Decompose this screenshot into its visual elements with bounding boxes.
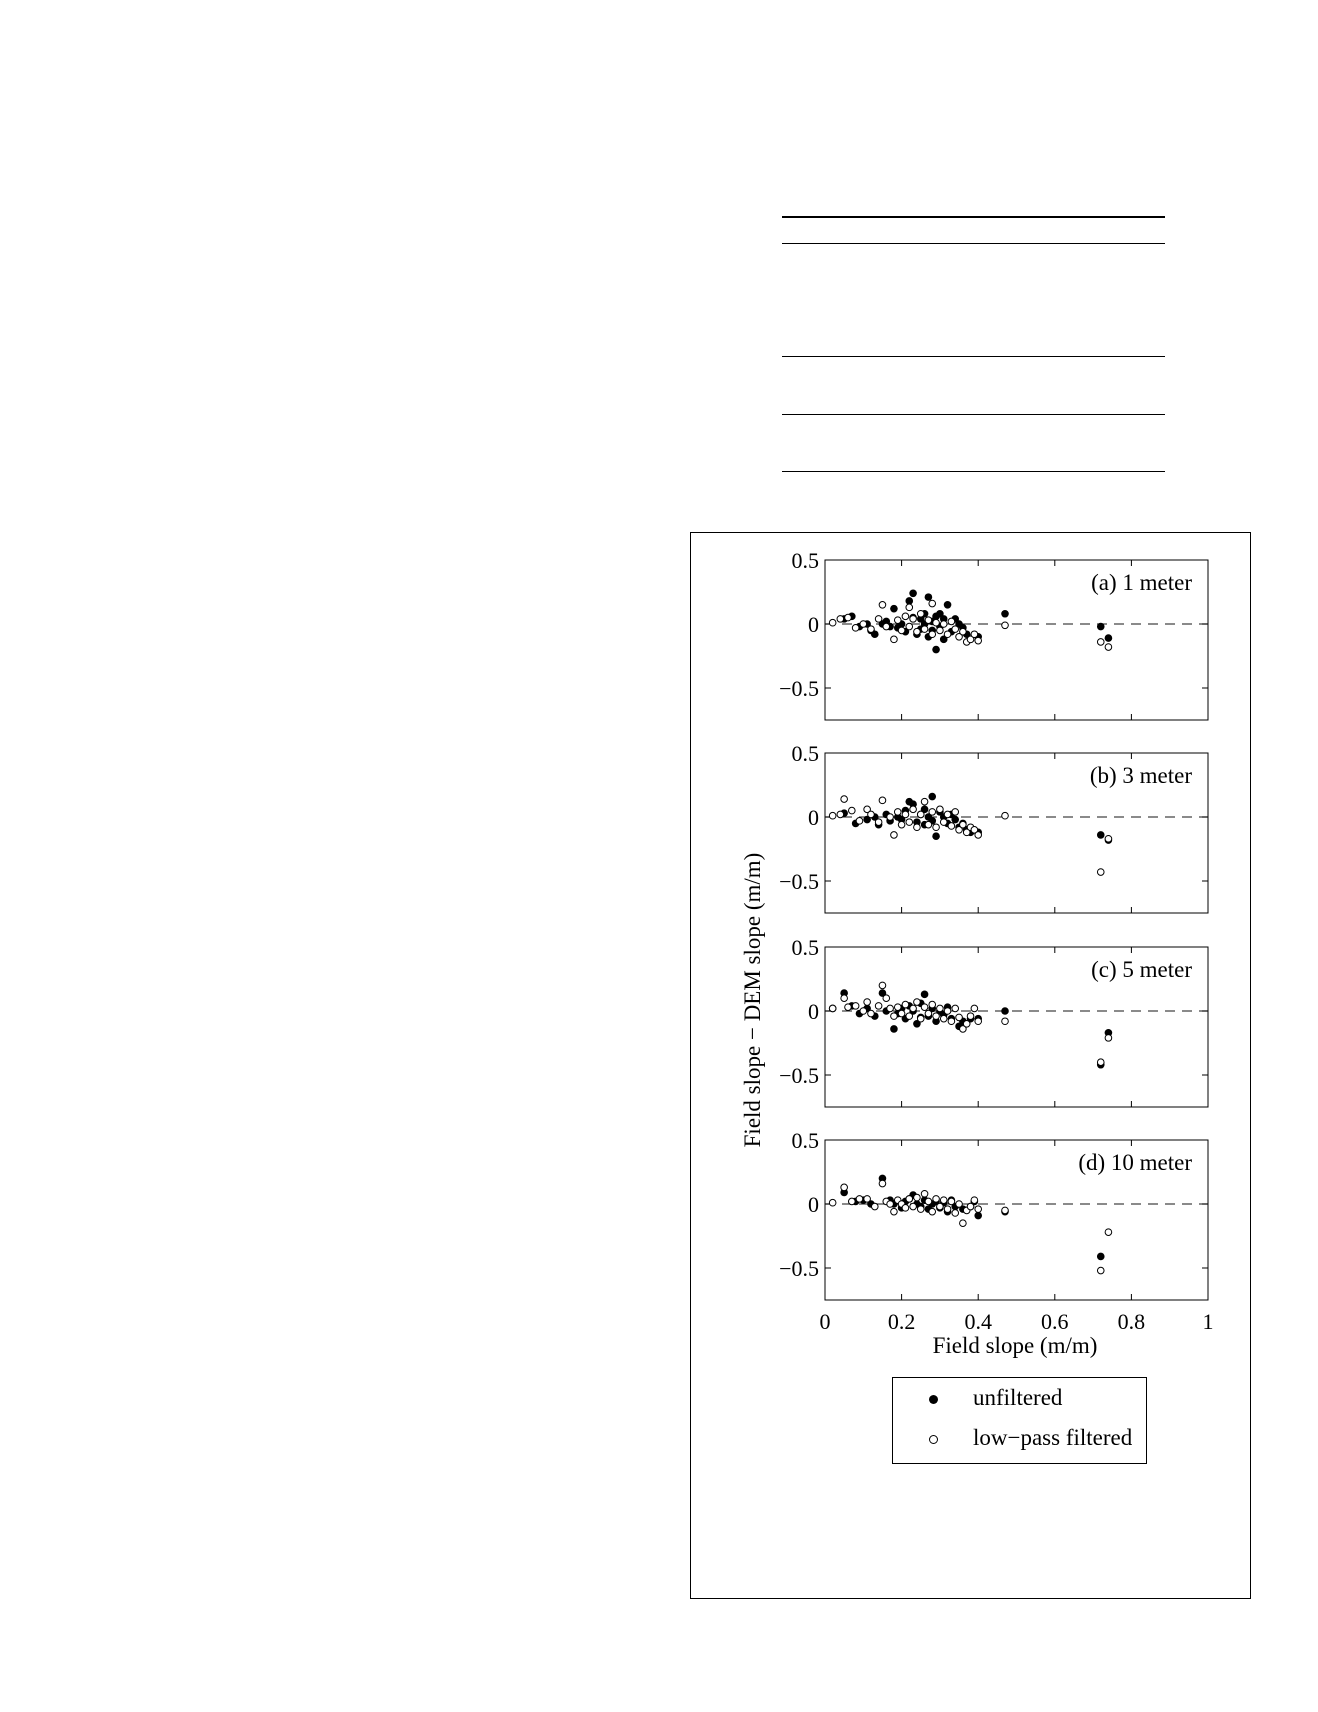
filtered-point (940, 621, 947, 628)
filtered-point (875, 616, 882, 623)
filtered-point (937, 1005, 944, 1012)
filtered-point (1105, 644, 1112, 651)
legend-entry-unfiltered (893, 1380, 1146, 1420)
y-tick-label: −0.5 (779, 869, 819, 894)
filtered-point (898, 627, 905, 634)
filtered-point (940, 1197, 947, 1204)
panel-label: (c) 5 meter (1091, 957, 1192, 982)
filtered-point (891, 832, 898, 839)
filtered-point (1002, 622, 1009, 629)
filtered-point (944, 631, 951, 638)
filled-circle-marker (929, 1395, 938, 1404)
filtered-point (879, 797, 886, 804)
filtered-point (933, 619, 940, 626)
panel-label: (d) 10 meter (1078, 1150, 1192, 1175)
filtered-point (914, 1194, 921, 1201)
filtered-point (902, 1001, 909, 1008)
filtered-point (906, 1196, 913, 1203)
filtered-point (891, 1013, 898, 1020)
filtered-point (917, 610, 924, 617)
filtered-point (944, 1206, 951, 1213)
filtered-point (933, 1196, 940, 1203)
filtered-point (879, 982, 886, 989)
filtered-point (894, 1004, 901, 1011)
filtered-point (937, 627, 944, 634)
filtered-point (940, 819, 947, 826)
filtered-point (910, 616, 917, 623)
filtered-point (856, 818, 863, 825)
filtered-point (929, 1001, 936, 1008)
y-tick-label: 0 (808, 805, 819, 830)
y-tick-label: 0.5 (791, 741, 819, 766)
filtered-point (971, 1197, 978, 1204)
filtered-point (860, 621, 867, 628)
filtered-point (971, 1005, 978, 1012)
filtered-point (921, 798, 928, 805)
filtered-point (894, 617, 901, 624)
filtered-point (883, 623, 890, 630)
unfiltered-point (1097, 831, 1105, 839)
filtered-point (952, 1005, 959, 1012)
filtered-point (845, 614, 852, 621)
filtered-point (898, 821, 905, 828)
filtered-point (1002, 812, 1009, 819)
filtered-point (975, 1018, 982, 1025)
y-tick-label: −0.5 (779, 676, 819, 701)
x-tick-label: 0.2 (887, 1309, 916, 1334)
filtered-point (921, 1190, 928, 1197)
panel-d (779, 1128, 1213, 1334)
filtered-point (879, 602, 886, 609)
filtered-point (829, 619, 836, 626)
filtered-point (956, 1201, 963, 1208)
filtered-point (910, 1005, 917, 1012)
filtered-point (933, 1013, 940, 1020)
filtered-point (856, 1196, 863, 1203)
filtered-point (871, 1203, 878, 1210)
filtered-point (925, 617, 932, 624)
filtered-point (887, 814, 894, 821)
filtered-point (829, 812, 836, 819)
filtered-point (960, 628, 967, 635)
filtered-point (975, 832, 982, 839)
y-tick-label: 0.5 (791, 1128, 819, 1153)
unfiltered-point (1001, 1007, 1009, 1015)
filtered-point (1105, 1229, 1112, 1236)
filtered-point (841, 1184, 848, 1191)
filtered-point (948, 1018, 955, 1025)
filtered-point (868, 811, 875, 818)
filtered-point (975, 1206, 982, 1213)
unfiltered-point (921, 991, 929, 999)
filtered-point (948, 1198, 955, 1205)
filtered-point (875, 819, 882, 826)
filtered-point (894, 809, 901, 816)
unfiltered-point (1097, 623, 1105, 631)
filtered-point (887, 1201, 894, 1208)
filtered-point (971, 631, 978, 638)
filtered-point (906, 623, 913, 630)
x-tick-label: 0.6 (1041, 1309, 1069, 1334)
filtered-point (952, 626, 959, 633)
filtered-point (887, 1005, 894, 1012)
x-tick-label: 0 (819, 1309, 831, 1334)
filtered-point (875, 1003, 882, 1010)
filtered-point (837, 811, 844, 818)
filtered-point (852, 1003, 859, 1010)
filtered-point (898, 1010, 905, 1017)
y-tick-label: 0.5 (791, 548, 819, 573)
filtered-point (883, 995, 890, 1002)
filtered-point (1105, 835, 1112, 842)
panel-b (779, 741, 1208, 913)
filtered-point (902, 811, 909, 818)
unfiltered-point (925, 593, 933, 601)
filtered-point (891, 636, 898, 643)
panel-label: (b) 3 meter (1089, 763, 1192, 788)
filtered-point (849, 1198, 856, 1205)
filtered-point (967, 1013, 974, 1020)
filtered-point (1097, 1267, 1104, 1274)
panel-a (779, 548, 1208, 720)
filtered-point (952, 809, 959, 816)
filtered-point (975, 637, 982, 644)
legend (892, 1377, 1147, 1464)
filtered-point (910, 806, 917, 813)
filtered-point (906, 604, 913, 611)
filtered-point (1097, 869, 1104, 876)
filtered-point (921, 626, 928, 633)
panel-label: (a) 1 meter (1091, 570, 1192, 595)
filtered-point (1002, 1018, 1009, 1025)
filtered-point (925, 1010, 932, 1017)
filtered-point (891, 1208, 898, 1215)
unfiltered-point (932, 646, 940, 654)
filtered-point (845, 1004, 852, 1011)
y-tick-label: 0 (808, 1192, 819, 1217)
filtered-point (917, 1206, 924, 1213)
unfiltered-point (944, 601, 952, 609)
x-tick-label: 0.8 (1117, 1309, 1146, 1334)
unfiltered-point (909, 589, 917, 597)
filtered-point (841, 796, 848, 803)
filtered-point (914, 824, 921, 831)
filtered-point (944, 1008, 951, 1015)
filtered-point (902, 1205, 909, 1212)
y-tick-label: 0 (808, 612, 819, 637)
panel-c (779, 935, 1208, 1107)
x-tick-label: 1 (1202, 1309, 1214, 1334)
filtered-point (963, 1021, 970, 1028)
open-circle-marker (929, 1435, 938, 1444)
filtered-point (829, 1005, 836, 1012)
legend-label: unfiltered (973, 1385, 1063, 1410)
y-tick-label: −0.5 (779, 1063, 819, 1088)
filtered-point (937, 806, 944, 813)
x-tick-label: 0.4 (964, 1309, 992, 1334)
filtered-point (952, 1210, 959, 1217)
unfiltered-point (932, 832, 940, 840)
unfiltered-point (890, 605, 898, 613)
filtered-point (864, 999, 871, 1006)
filtered-point (1097, 1059, 1104, 1066)
filtered-point (944, 811, 951, 818)
filtered-point (960, 821, 967, 828)
filtered-point (917, 1015, 924, 1022)
filtered-point (852, 625, 859, 632)
filtered-point (921, 1004, 928, 1011)
legend-entry-filtered (893, 1420, 1146, 1460)
filtered-point (929, 631, 936, 638)
filtered-point (925, 1198, 932, 1205)
filtered-point (1105, 1035, 1112, 1042)
filtered-point (929, 600, 936, 607)
unfiltered-point (1105, 634, 1113, 642)
filtered-point (1097, 639, 1104, 646)
filtered-point (929, 809, 936, 816)
unfiltered-point (1001, 610, 1009, 618)
filtered-point (967, 1203, 974, 1210)
filtered-point (948, 823, 955, 830)
unfiltered-point (951, 816, 959, 824)
filtered-point (948, 618, 955, 625)
filtered-point (937, 1203, 944, 1210)
filtered-point (841, 995, 848, 1002)
y-tick-label: −0.5 (779, 1256, 819, 1281)
unfiltered-point (928, 793, 936, 801)
filtered-point (879, 1180, 886, 1187)
filtered-point (929, 1208, 936, 1215)
filtered-point (868, 626, 875, 633)
filtered-point (837, 616, 844, 623)
filtered-point (829, 1199, 836, 1206)
filtered-point (902, 613, 909, 620)
legend-label: low−pass filtered (973, 1425, 1133, 1450)
y-tick-label: 0 (808, 999, 819, 1024)
y-axis-label: Field slope − DEM slope (m/m) (740, 852, 765, 1148)
filtered-point (933, 824, 940, 831)
filtered-point (1002, 1207, 1009, 1214)
filtered-point (917, 811, 924, 818)
filtered-point (956, 1014, 963, 1021)
unfiltered-point (890, 1025, 898, 1033)
filtered-point (906, 1013, 913, 1020)
filtered-point (914, 999, 921, 1006)
unfiltered-point (1097, 1253, 1105, 1261)
filtered-point (849, 807, 856, 814)
filtered-point (940, 1015, 947, 1022)
filtered-point (910, 1203, 917, 1210)
filtered-point (960, 1220, 967, 1227)
filtered-point (860, 1008, 867, 1015)
y-tick-label: 0.5 (791, 935, 819, 960)
filtered-point (914, 628, 921, 635)
x-axis-label: Field slope (m/m) (932, 1333, 1098, 1358)
filtered-point (906, 819, 913, 826)
filtered-point (868, 1010, 875, 1017)
filtered-point (864, 1196, 871, 1203)
filtered-point (925, 821, 932, 828)
